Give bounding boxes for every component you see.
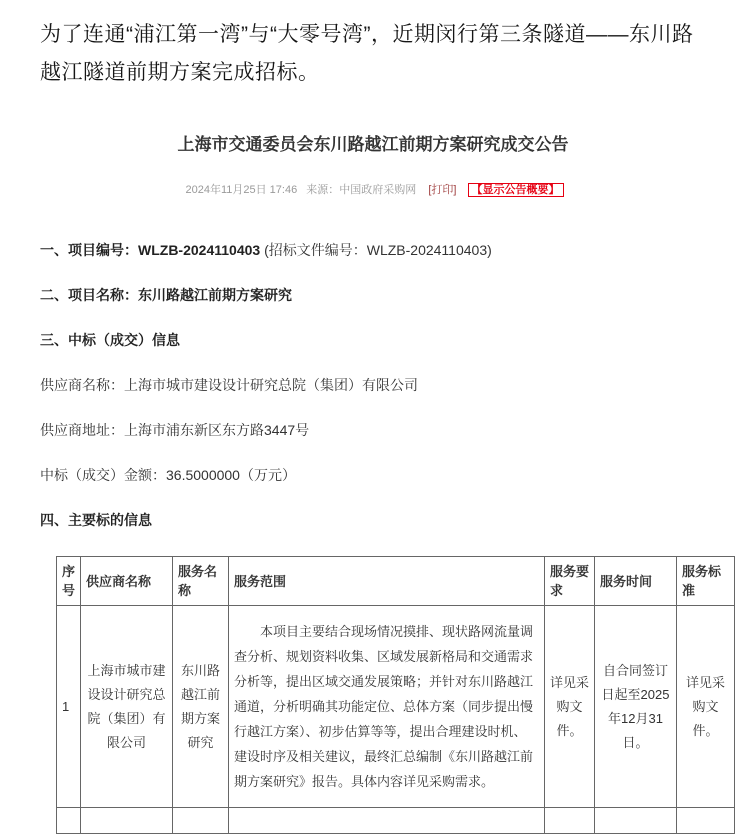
col-header-supplier: 供应商名称 <box>81 557 173 606</box>
col-header-service-standard: 服务标准 <box>677 557 735 606</box>
award-amount-value: 36.5000000（万元） <box>166 467 296 483</box>
cell-service-name: 东川路越江前期方案研究 <box>173 606 229 808</box>
col-header-service-requirement: 服务要求 <box>545 557 595 606</box>
supplier-address-value: 上海市浦东新区东方路3447号 <box>124 422 310 438</box>
bid-table-body <box>57 606 735 834</box>
project-number-label: 一、项目编号： <box>40 242 138 258</box>
empty-table-row <box>57 808 735 834</box>
cell-supplier: 上海市城市建设设计研究总院（集团）有限公司 <box>81 606 173 808</box>
announcement-body <box>40 241 706 530</box>
project-name-value: 东川路越江前期方案研究 <box>138 287 292 303</box>
intro-paragraph: 为了连通“浦江第一湾”与“大零号湾”，近期闵行第三条隧道——东川路越江隧道前期方案完成招标。 <box>40 23 694 84</box>
field-project-name <box>40 286 706 305</box>
cell-service-time: 自合同签订日起至2025年12月31日。 <box>595 606 677 808</box>
field-award-amount <box>40 466 706 485</box>
field-supplier-address <box>40 421 706 440</box>
field-supplier-name <box>40 376 706 395</box>
project-number-extra: (招标文件编号：WLZB-2024110403) <box>260 242 492 258</box>
supplier-name-value: 上海市城市建设设计研究总院（集团）有限公司 <box>124 377 418 393</box>
field-project-number <box>40 241 706 260</box>
print-link[interactable]: [打印] <box>428 184 457 196</box>
cell-service-requirement: 详见采购文件。 <box>545 606 595 808</box>
supplier-address-label: 供应商地址： <box>40 422 124 438</box>
announcement-meta <box>40 181 706 197</box>
heading-award-info: 三、中标（成交）信息 <box>40 332 180 348</box>
header-row <box>57 557 735 606</box>
supplier-name-label: 供应商名称： <box>40 377 124 393</box>
col-header-service-name: 服务名称 <box>173 557 229 606</box>
meta-source: 来源：中国政府采购网 <box>306 184 417 196</box>
col-header-seq: 序号 <box>57 557 81 606</box>
cell-service-scope <box>229 606 545 808</box>
project-name-label: 二、项目名称： <box>40 287 138 303</box>
cell-seq: 1 <box>57 606 81 808</box>
service-scope-text: 本项目主要结合现场情况摸排、现状路网流量调查分析、规划资料收集、区域发展新格局和交通需求分析等，提出区域交通发展策略；并针对东川路越江通道，分析明确其功能定位、总体方案（同步提出慢行越江方案）、初步估算等等，提出合理建设时机、建设时序及相关建议，最终汇总编制《东川路越江前期方案研究》报告。具体内容详见采购需求。 <box>234 624 534 789</box>
col-header-service-time: 服务时间 <box>595 557 677 606</box>
bid-table-header <box>57 557 735 606</box>
col-header-service-scope: 服务范围 <box>229 557 545 606</box>
cell-service-standard: 详见采购文件。 <box>677 606 735 808</box>
table-row <box>57 606 735 808</box>
award-amount-label: 中标（成交）金额： <box>40 467 166 483</box>
bid-info-table <box>56 556 735 834</box>
show-summary-link[interactable]: 【显示公告概要】 <box>468 183 564 197</box>
meta-datetime: 2024年11月25日 17:46 <box>185 184 298 196</box>
project-number-value: WLZB-2024110403 <box>138 242 261 258</box>
heading-main-bid-info: 四、主要标的信息 <box>40 512 152 528</box>
announcement-title: 上海市交通委员会东川路越江前期方案研究成交公告 <box>177 135 569 154</box>
